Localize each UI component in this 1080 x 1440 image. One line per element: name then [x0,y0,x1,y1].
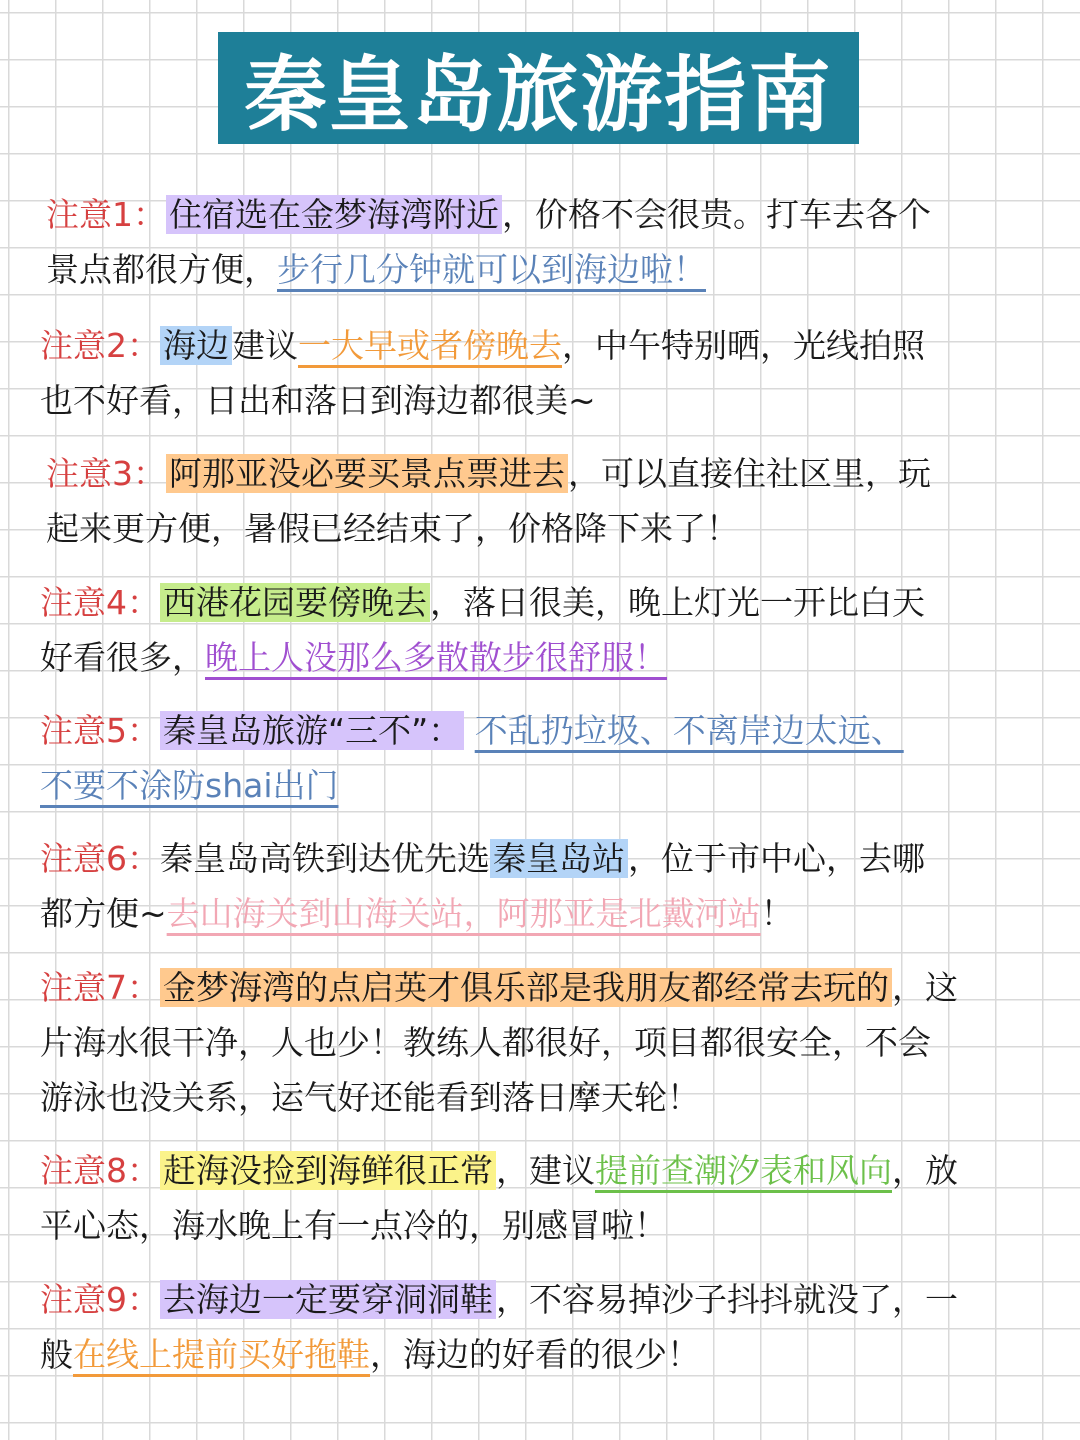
note-label: 注意3： [46,454,166,493]
highlight-text: 赶海没捡到海鲜很正常 [160,1151,496,1190]
page-title: 秦皇岛旅游指南 [218,32,859,144]
highlight-text: 秦皇岛旅游“三不”： [160,711,464,750]
note-label: 注意6： [40,839,160,878]
underlined-text: 去山海关到山海关站，阿那亚是北戴河站 [166,894,761,933]
highlight-text: 住宿选在金梦海湾附近 [166,195,502,234]
note-label: 注意7： [40,968,160,1007]
note-7 [40,960,1070,1125]
note-text: ，中午特别晒，光线拍照 [562,326,925,365]
note-3 [46,446,1076,556]
note-text: 游泳也没关系，运气好还能看到落日摩天轮！ [40,1078,700,1117]
note-label: 注意5： [40,711,160,750]
note-text: ，位于市中心，去哪 [628,839,925,878]
highlight-text: 去海边一定要穿洞洞鞋 [160,1280,496,1319]
note-label: 注意4： [40,583,160,622]
note-text: 也不好看，日出和落日到海边都很美~ [40,381,596,420]
note-text: 般 [40,1335,73,1374]
note-text: 景点都很方便， [46,250,277,289]
highlight-text: 海边 [160,326,232,365]
note-text: 起来更方便，暑假已经结束了，价格降下来了！ [46,509,739,548]
note-label: 注意9： [40,1280,160,1319]
highlight-text: 阿那亚没必要买景点票进去 [166,454,568,493]
note-text: ！ [760,894,794,933]
underlined-text: 一大早或者傍晚去 [298,326,562,365]
note-text: 好看很多， [40,638,205,677]
note-label: 注意2： [40,326,160,365]
underlined-text: 在线上提前买好拖鞋 [73,1335,370,1374]
note-9 [40,1272,1070,1382]
note-text: ，这 [892,968,958,1007]
note-5 [40,703,1070,813]
highlight-text: 金梦海湾的点启英才俱乐部是我朋友都经常去玩的 [160,968,892,1007]
highlight-text: 西港花园要傍晚去 [160,583,430,622]
underlined-text: 晚上人没那么多散散步很舒服！ [205,638,667,677]
note-label: 注意8： [40,1151,160,1190]
note-text: ，落日很美，晚上灯光一开比白天 [430,583,925,622]
highlight-text: 秦皇岛站 [490,839,628,878]
underlined-text: 不要不涂防shai出门 [40,766,339,805]
note-text: 都方便~ [40,894,167,933]
note-text: ，价格不会很贵。打车去各个 [502,195,931,234]
note-4 [40,575,1070,685]
note-2 [40,318,1070,428]
note-text: ，海边的好看的很少！ [370,1335,700,1374]
note-text: 平心态，海水晚上有一点冷的，别感冒啦！ [40,1206,667,1245]
underlined-text: 提前查潮汐表和风向 [595,1151,892,1190]
note-text: ，可以直接住社区里，玩 [568,454,931,493]
note-6 [40,831,1070,941]
underlined-text: 步行几分钟就可以到海边啦！ [277,250,706,289]
note-text: 片海水很干净，人也少！教练人都很好，项目都很安全，不会 [40,1023,931,1062]
note-1 [46,187,1076,297]
note-8 [40,1143,1070,1253]
note-text: ，放 [892,1151,958,1190]
note-label: 注意1： [46,195,166,234]
note-text: ，不容易掉沙子抖抖就没了，一 [496,1280,958,1319]
underlined-text: 不乱扔垃圾、不离岸边太远、 [474,711,904,750]
note-text: 建议 [232,326,298,365]
note-text: ，建议 [496,1151,595,1190]
note-text: 秦皇岛高铁到达优先选 [160,839,490,878]
